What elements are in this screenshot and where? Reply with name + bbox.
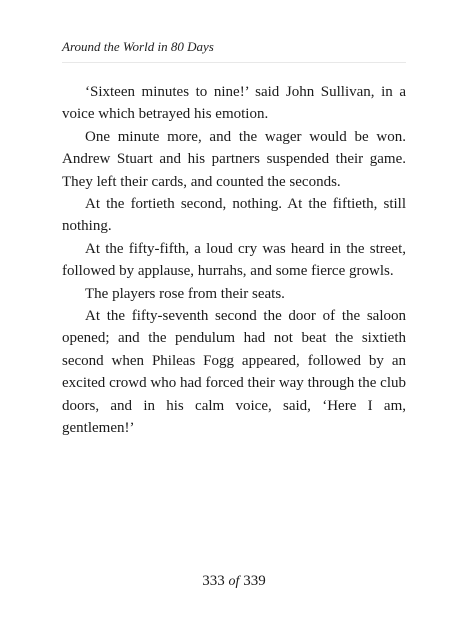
page-number-total: 339 <box>243 573 266 589</box>
page-number <box>0 573 468 590</box>
header-divider <box>62 62 406 63</box>
paragraph: At the fortieth second, nothing. At the fiftieth, still nothing. <box>62 196 406 235</box>
paragraph: The players rose from their seats. <box>85 285 285 302</box>
page-number-separator: of <box>228 574 240 589</box>
paragraph: At the fifty-seventh second the door of the saloon opened; and the pendulum had not beat the sixtieth second when Phileas Fogg appeared, followed by an excited crowd who had forced their way through the club doors, and in his calm voice, said, ‘Here I am, gentlemen!’ <box>62 308 406 437</box>
page-number-current: 333 <box>202 573 225 589</box>
paragraph: One minute more, and the wager would be won. Andrew Stuart and his partners suspended their game. They left their cards, and counted the seconds. <box>62 128 406 190</box>
running-header: Around the World in 80 Days <box>62 39 214 54</box>
paragraph: At the fifty-fifth, a loud cry was heard in the street, followed by applause, hurrahs, and some fierce growls. <box>62 240 406 280</box>
page-body <box>62 81 406 440</box>
paragraph: ‘Sixteen minutes to nine!’ said John Sullivan, in a voice which betrayed his emotion. <box>62 84 406 123</box>
